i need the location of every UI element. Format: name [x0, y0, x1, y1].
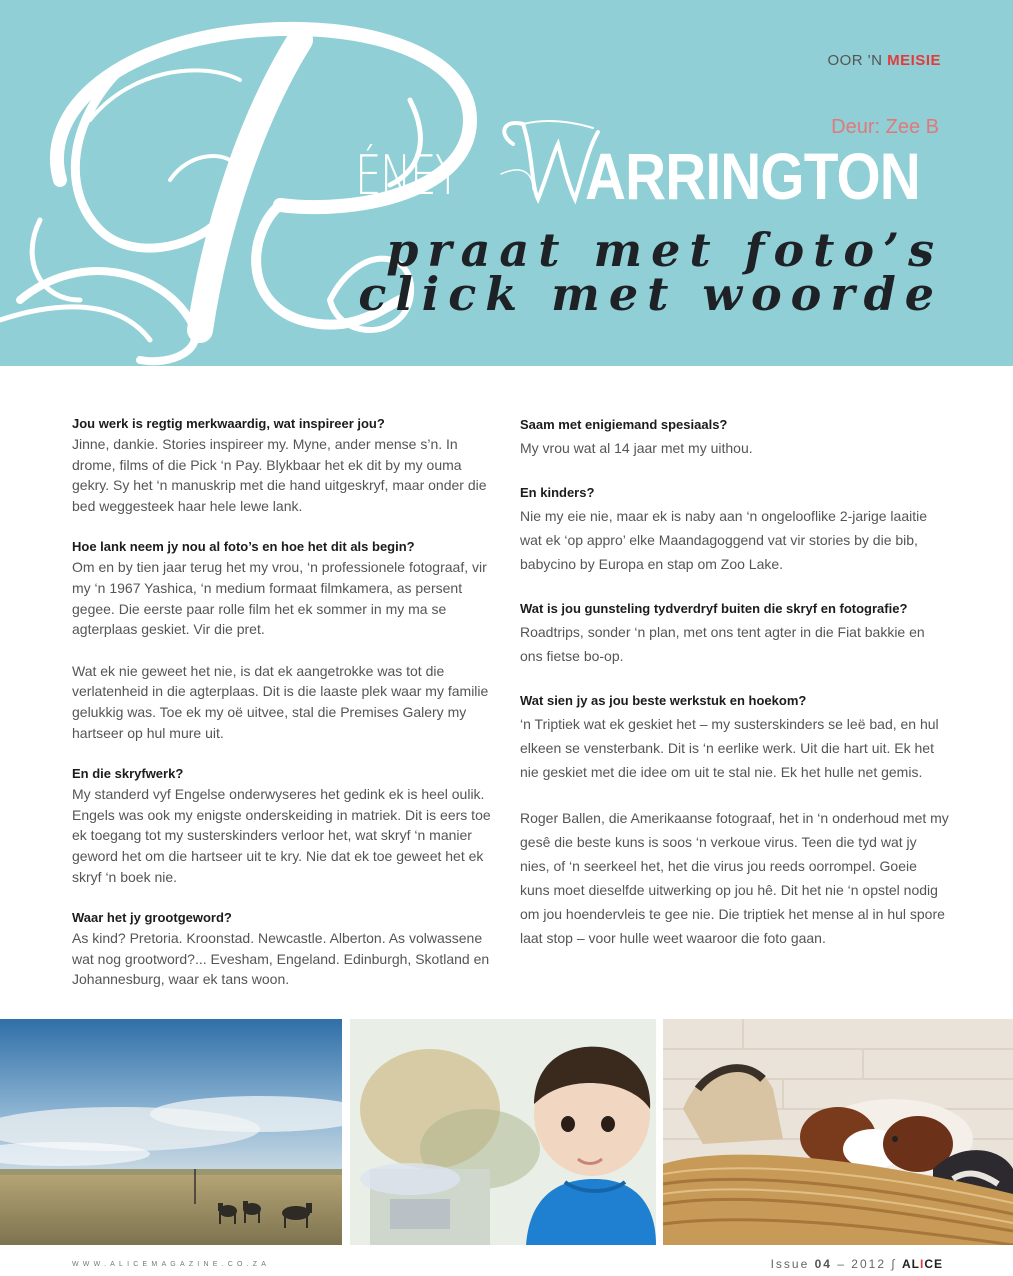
qa-block: [520, 414, 950, 460]
tagline-line-2: click met woorde: [358, 267, 943, 321]
name-first-part: ÉNEY: [355, 144, 460, 207]
article-column-right: [520, 414, 950, 972]
website-url: WWW.ALICEMAGAZINE.CO.ZA: [72, 1261, 271, 1268]
question: En die skryfwerk?: [72, 766, 184, 782]
answer: My standerd vyf Engelse onderwyseres het gedink ek is heel oulik. Engels was ook my enigste onderskeiding in matriek. Dit is eers toe ek toegang tot my susterskinders verloor het, wat skryf ‘n manier geword het om die hartseer uit te kry. Nie dat ek toe geweet het ek skryf ‘n boek nie.: [72, 786, 491, 885]
answer: ‘n Triptiek wat ek geskiet het – my susterskinders se leë bad, en hul elkeen se vensterbank. Dit is ‘n eerlike werk. Uit die hart uit. Ek het nie geskiet met die idee om uit te stal nie. Ek het hulle net gemis.: [520, 716, 939, 780]
magazine-logo-prefix: AL: [901, 1257, 920, 1271]
section-label-prefix: OOR 'N: [827, 52, 883, 69]
dog-image: [663, 1019, 1013, 1245]
magazine-logo-suffix: CE: [924, 1257, 943, 1271]
question: En kinders?: [520, 485, 595, 500]
child-image: [350, 1019, 656, 1245]
answer: Wat ek nie geweet het nie, is dat ek aangetrokke was tot die verlatenheid in die agterplaas. Dit is die laaste plek waar my familie gelukkig was. Toe ek my oë uitvee, stal die Premises Galery my hartseer op hul mure uit.: [72, 662, 489, 741]
issue-year: – 2012: [837, 1257, 886, 1271]
photo-landscape-donkeys: [0, 1019, 342, 1245]
qa-block: [520, 690, 950, 784]
answer: Om en by tien jaar terug het my vrou, ‘n professionele fotograaf, vir my ‘n 1967 Yashica, ‘n medium formaat filmkamera, as persent gegee. Die eerste paar rolle film het ek sommer in my ma se agterplaas geskiet. Vir die pret.: [72, 559, 487, 638]
question: Saam met enigiemand spesiaals?: [520, 417, 728, 432]
answer: Roadtrips, sonder ‘n plan, met ons tent agter in die Fiat bakkie en ons fietse bo-op.: [520, 624, 925, 664]
byline: Deur: Zee B: [831, 116, 939, 138]
section-label-accent: MEISIE: [887, 52, 941, 69]
qa-block: [72, 414, 500, 516]
issue-info: [771, 1257, 943, 1271]
qa-block: [72, 537, 500, 639]
footer-separator: ∫: [891, 1257, 897, 1271]
photo-dog-in-basket: [663, 1019, 1013, 1245]
question: Waar het jy grootgeword?: [72, 910, 232, 926]
tagline-line-1: praat met foto’s: [386, 223, 943, 277]
issue-number: 04: [814, 1257, 832, 1271]
question: Jou werk is regtig merkwaardig, wat inspireer jou?: [72, 416, 385, 431]
qa-block: [520, 598, 950, 668]
question: Wat sien jy as jou beste werkstuk en hoekom?: [520, 693, 807, 708]
photo-child-portrait: [350, 1019, 656, 1245]
question: Hoe lank neem jy nou al foto’s en hoe het dit als begin?: [72, 539, 415, 555]
qa-block: [72, 908, 500, 990]
qa-block: [520, 482, 950, 576]
answer: Jinne, dankie. Stories inspireer my. Myne, ander mense s’n. In drome, films of die Pick ‘n Pay. Blykbaar het ek dit by my ouma gekry. Sy het ‘n manuskrip met die hand uitgeskryf, maar onder die bed weggesteek haar hele lewe lank.: [72, 436, 487, 514]
landscape-image: [0, 1019, 342, 1245]
answer: Nie my eie nie, maar ek is naby aan ‘n ongelooflike 2-jarige laaitie wat ek ‘op appro’ elke Maandagoggend vat vir stories by die bib, babycino by Europa en stap om Zoo Lake.: [520, 508, 927, 572]
question: Wat is jou gunsteling tydverdryf buiten die skryf en fotografie?: [520, 601, 908, 616]
answer: My vrou wat al 14 jaar met my uithou.: [520, 440, 753, 456]
header-band: [0, 0, 1013, 366]
answer: Roger Ballen, die Amerikaanse fotograaf, het in ‘n onderhoud met my gesê die beste kuns is soos ‘n verkoue virus. Teen die tyd wat jy nies, of ‘n seerkeel het, het die virus jou reeds oorrompel. Goeie kuns moet dieselfde uitwerking op jou hê. Dit het nie ‘n opstel nodig om jou hoendervleis te gee nie. Die triptiek het mense al in hul spore laat stop – voor hulle weet waaroor die foto gaan.: [520, 810, 949, 946]
issue-label: Issue: [770, 1257, 810, 1271]
answer: As kind? Pretoria. Kroonstad. Newcastle. Alberton. As volwassene wat nog grootword?... Evesham, Engeland. Edinburgh, Skotland en Johannesburg, waar ek tans woon.: [72, 930, 490, 988]
magazine-logo-accent: I: [919, 1257, 925, 1271]
name-last-part: ARRINGTON: [585, 139, 920, 213]
magazine-logo: [902, 1257, 943, 1271]
qa-block: [72, 661, 500, 743]
section-label: [827, 52, 941, 69]
qa-block: [72, 764, 500, 887]
article-column-left: [72, 414, 500, 1011]
qa-block: [520, 806, 950, 950]
